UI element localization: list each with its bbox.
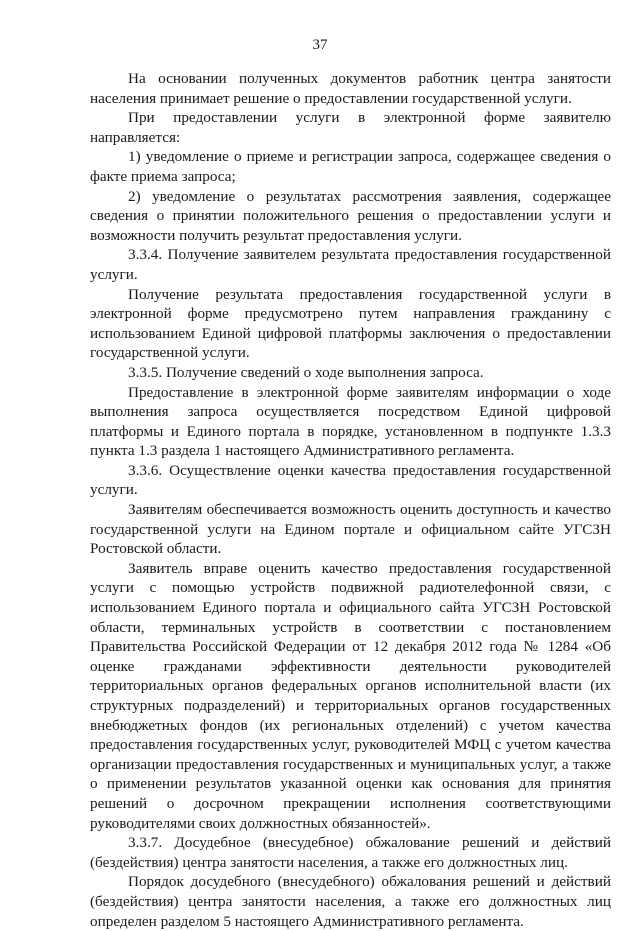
paragraph: При предоставлении услуги в электронной форме заявителю направляется: <box>90 109 611 146</box>
paragraph: На основании полученных документов работник центра занятости населения принимает решение о предоставлении государственной услуги. <box>90 70 611 107</box>
list-item: 2) уведомление о результатах рассмотрения заявления, содержащее сведения о принятии положительного решения о предоставлении услуги и возможности получить результат предоставления услуги. <box>90 187 611 244</box>
paragraph: Получение результата предоставления государственной услуги в электронной форме предусмотрено путем направления гражданину с использованием Единой цифровой платформы заключения о предоставлении государственной услуги. <box>90 285 611 362</box>
document-body <box>90 69 611 931</box>
paragraph: Заявителям обеспечивается возможность оценить доступность и качество государственной услуги на Едином портале и официальном сайте УГСЗН Ростовской области. <box>90 501 611 558</box>
list-item: 1) уведомление о приеме и регистрации запроса, содержащее сведения о факте приема запроса; <box>90 148 611 185</box>
section-heading: 3.3.4. Получение заявителем результата предоставления государственной услуги. <box>90 246 611 283</box>
section-heading: 3.3.6. Осуществление оценки качества предоставления государственной услуги. <box>90 461 611 499</box>
section-heading: 3.3.5. Получение сведений о ходе выполнения запроса. <box>128 363 484 381</box>
section-heading: 3.3.7. Досудебное (внесудебное) обжалование решений и действий (бездействия) центра занятости населения, а также его должностных лиц. <box>90 834 611 871</box>
paragraph: Заявитель вправе оценить качество предоставления государственной услуги с помощью устройств подвижной радиотелефонной связи, с использованием Единого портала и официального сайта УГСЗН Ростовской области, терминальных устройств в соответствии с постановлением Правительства Российской Федерации от 12 декабря 2012 года № 1284 «Об оценке гражданами эффективности деятельности руководителей территориальных органов федеральных органов исполнительной власти (их структурных подразделений) и территориальных органов государственных внебюджетных фондов (их региональных отделений) с учетом качества предоставления государственных услуг, руководителей МФЦ с учетом качества организации предоставления государственных и муниципальных услуг, а также о применении результатов указанной оценки как основания для принятия решений о досрочном прекращении исполнения соответствующими руководителями своих должностных обязанностей». <box>90 559 611 832</box>
paragraph: Предоставление в электронной форме заявителям информации о ходе выполнения запроса осуществляется посредством Единой цифровой платформы и Единого портала в порядке, установленном в подпункте 1.3.3 пункта 1.3 раздела 1 настоящего Административного регламента. <box>90 383 611 460</box>
page-number: 37 <box>312 37 328 53</box>
paragraph: Порядок досудебного (внесудебного) обжалования решений и действий (бездействия) центра занятости населения, а также его должностных лиц определен разделом 5 настоящего Административного регламента. <box>90 873 611 930</box>
